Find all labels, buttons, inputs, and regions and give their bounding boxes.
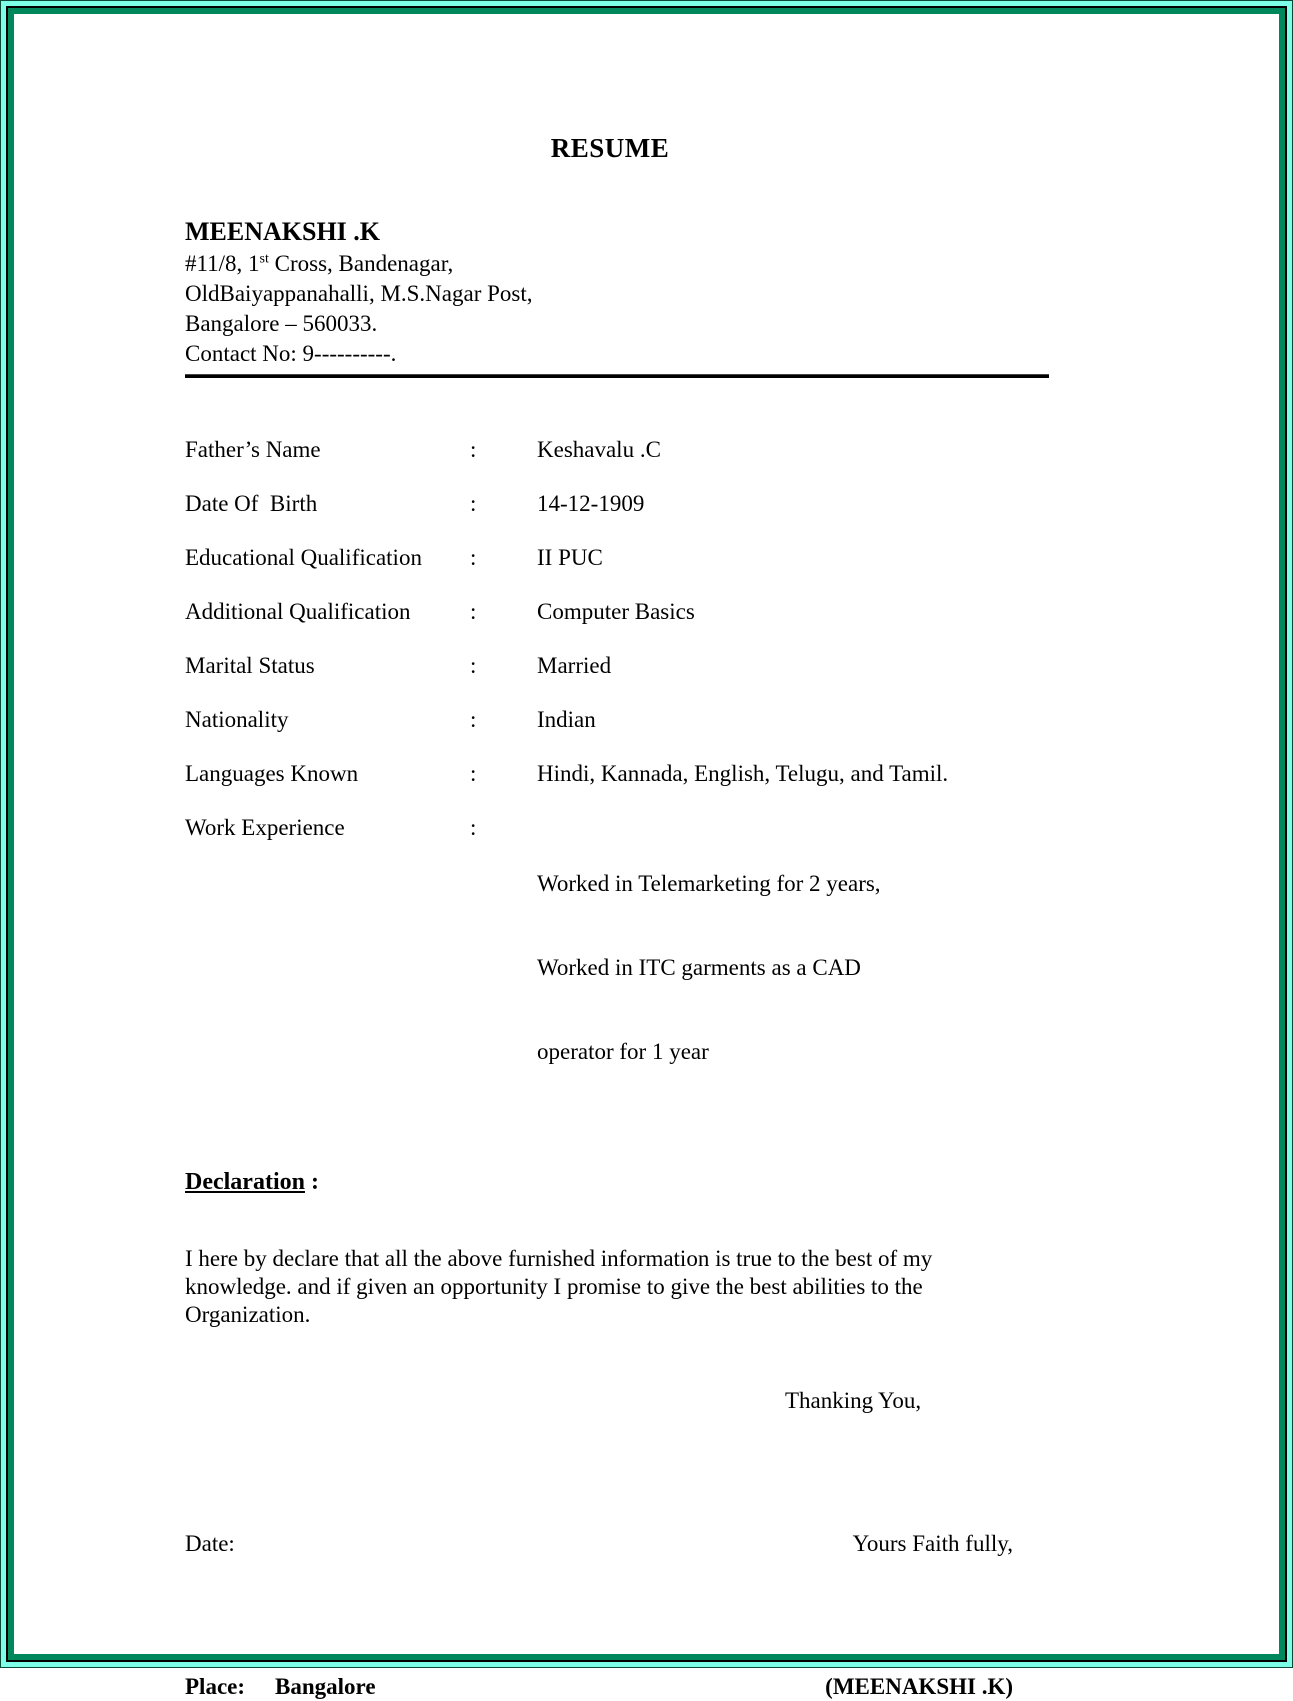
- work-experience-line-1: Worked in Telemarketing for 2 years,: [537, 871, 881, 896]
- address-line-1: [185, 249, 1035, 279]
- row-label: Languages Known: [185, 761, 359, 786]
- row-label: Educational Qualification: [185, 545, 422, 570]
- table-row-fathers-name: [185, 436, 1035, 464]
- table-row-work-experience: [185, 814, 1035, 1122]
- row-value: Hindi, Kannada, English, Telugu, and Tamil.: [537, 761, 949, 786]
- address-line-1-start: #11/8, 1: [185, 251, 260, 276]
- declaration-heading: [185, 1167, 1035, 1197]
- row-value: Indian: [537, 707, 596, 732]
- row-value: Computer Basics: [537, 599, 695, 624]
- row-separator: :: [470, 491, 477, 516]
- ordinal-suffix: st: [259, 251, 269, 267]
- row-label: Marital Status: [185, 653, 315, 678]
- table-row-nationality: [185, 706, 1035, 734]
- address-line-2: OldBaiyappanahalli, M.S.Nagar Post,: [185, 281, 533, 306]
- address-line-3: Bangalore – 560033.: [185, 311, 378, 336]
- date-label: Date:: [185, 1531, 235, 1556]
- row-separator: :: [470, 653, 477, 678]
- row-separator: :: [470, 545, 477, 570]
- row-value: 14-12-1909: [537, 491, 645, 516]
- candidate-name: MEENAKSHI .K: [185, 217, 381, 246]
- declaration-heading-text: Declaration: [185, 1169, 305, 1195]
- row-label: Date Of Birth: [185, 491, 318, 516]
- row-value: [537, 814, 1035, 1122]
- table-row-marital-status: [185, 652, 1035, 680]
- work-experience-line-3: operator for 1 year: [537, 1039, 709, 1064]
- row-separator: :: [470, 437, 477, 462]
- row-separator: :: [470, 707, 477, 732]
- page-border-mid: [6, 6, 1287, 1699]
- table-row-languages-known: [185, 760, 1035, 788]
- row-separator: :: [470, 761, 477, 786]
- declaration-heading-colon: :: [304, 1169, 319, 1195]
- details-table: [185, 436, 1035, 1122]
- place: [185, 1673, 376, 1701]
- signature-name: (MEENAKSHI .K): [825, 1674, 1013, 1699]
- row-label: Nationality: [185, 707, 289, 732]
- table-row-educational-qualification: [185, 544, 1035, 572]
- place-label: Place:: [185, 1674, 246, 1699]
- row-value: Keshavalu .C: [537, 437, 661, 462]
- work-experience-line-2: Worked in ITC garments as a CAD: [537, 955, 861, 980]
- resume-page: [8, 8, 1285, 1699]
- contact-number: Contact No: 9----------.: [185, 341, 397, 366]
- contact-header: [185, 215, 1035, 369]
- thanking-you: Thanking You,: [785, 1388, 922, 1413]
- address-line-1-rest: Cross, Bandenagar,: [268, 251, 454, 276]
- declaration-text: I here by declare that all the above furnished information is true to the best of my knowledge. and if given an opportunity I promise to give the best abilities to the Organization.: [185, 1246, 933, 1327]
- table-row-additional-qualification: [185, 598, 1035, 626]
- valediction: Yours Faith fully,: [852, 1531, 1013, 1556]
- row-value: II PUC: [537, 545, 603, 570]
- row-label: Work Experience: [185, 815, 345, 840]
- date-row: [185, 1530, 1035, 1558]
- row-separator: :: [470, 815, 477, 840]
- row-label: Father’s Name: [185, 437, 321, 462]
- place-value: Bangalore: [275, 1674, 376, 1699]
- row-label: Additional Qualification: [185, 599, 411, 624]
- page-title: RESUME: [550, 133, 670, 163]
- row-separator: :: [470, 599, 477, 624]
- row-value: Married: [537, 653, 612, 678]
- place-row: [185, 1673, 1035, 1701]
- header-divider: [185, 374, 1049, 378]
- table-row-date-of-birth: [185, 490, 1035, 518]
